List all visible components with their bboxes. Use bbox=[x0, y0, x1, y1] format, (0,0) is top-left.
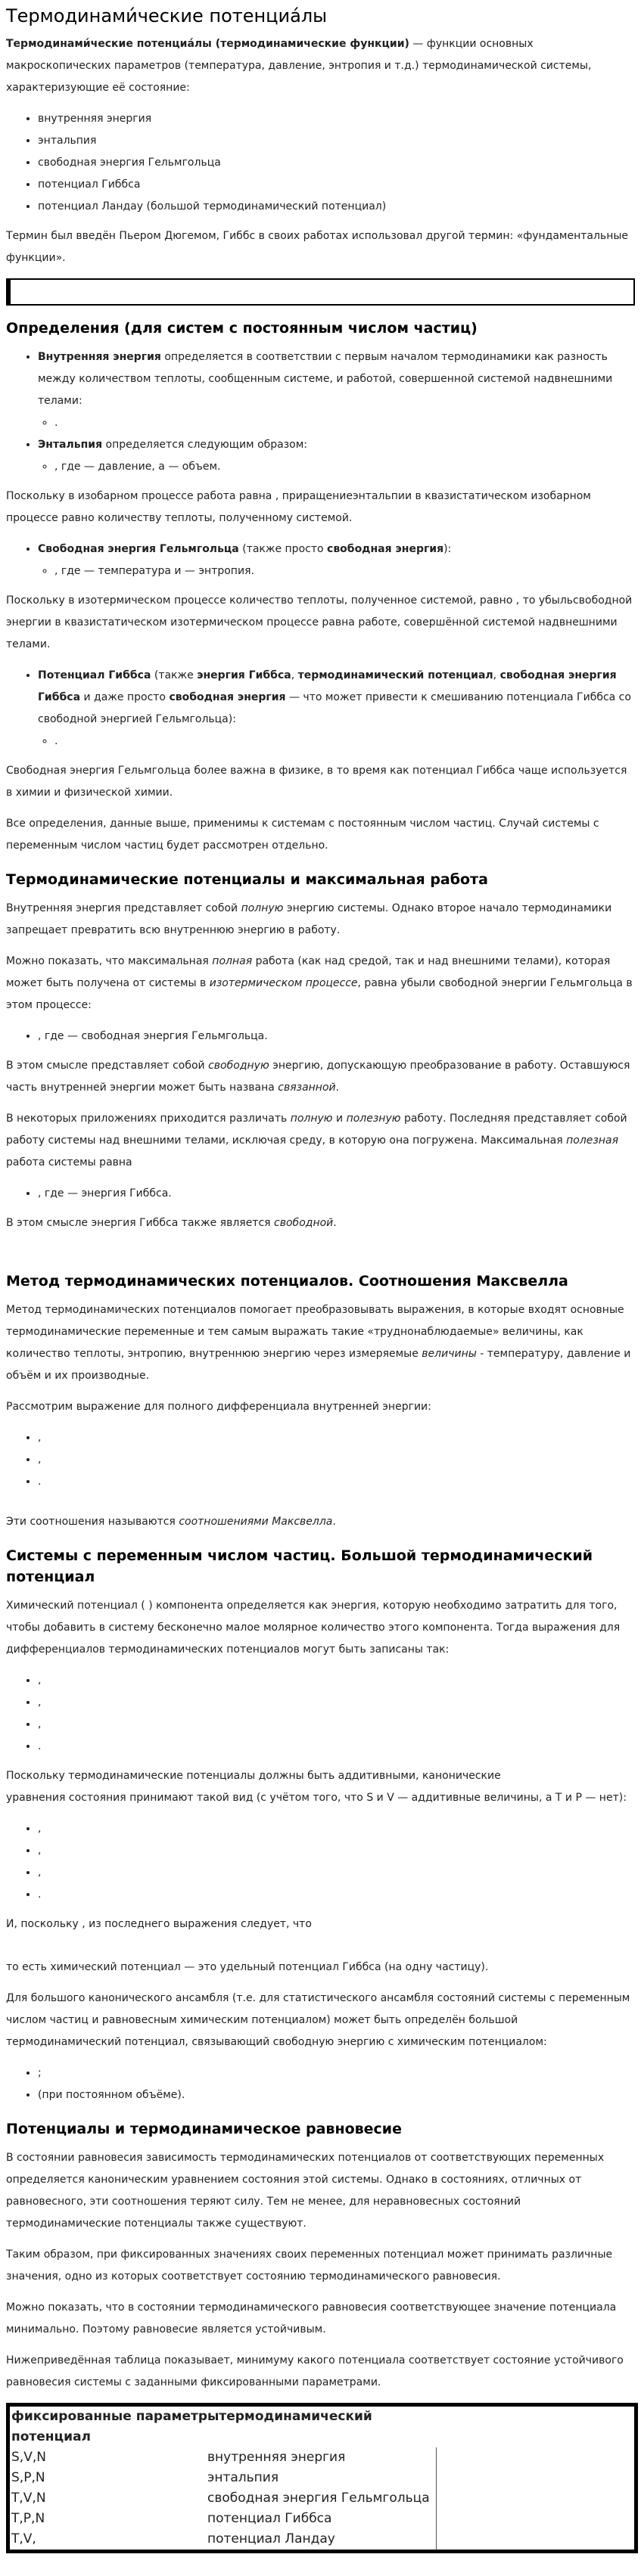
formula-item: • . bbox=[38, 1884, 635, 1906]
formula-item: • , bbox=[38, 1862, 635, 1884]
section-heading-equilibrium: Потенциалы и термодинамическое равновесие bbox=[6, 2121, 403, 2137]
definitions-list bbox=[6, 538, 635, 582]
list-item: • Внутренняя энергия определяется в соответствии с первым началом термодинамики как разность между количеством теплоты, сообщенным системе, и работой, совершенной системой надвнешними телами: ◦ . bbox=[38, 346, 635, 434]
formula-item: ◦ . bbox=[54, 731, 635, 753]
empty-frame bbox=[6, 278, 635, 306]
definitions-list bbox=[6, 346, 635, 478]
formula-list bbox=[6, 1427, 635, 1493]
paragraph: Рассмотрим выражение для полного дифференциала внутренней энергии: bbox=[6, 1401, 431, 1413]
table-cell bbox=[437, 2509, 635, 2529]
table-cell bbox=[437, 2529, 635, 2550]
table-cell: T,P,N bbox=[11, 2511, 45, 2526]
table-cell: S,V,N bbox=[11, 2450, 46, 2465]
formula-item: ◦ . bbox=[54, 412, 635, 434]
formula-item: ◦ , где — давление, а — объем. bbox=[54, 456, 635, 478]
table-row bbox=[10, 2529, 634, 2550]
definitions-list bbox=[6, 665, 635, 753]
paragraph: Поскольку термодинамические потенциалы должны быть аддитивными, канонические bbox=[6, 1770, 501, 1782]
formula-item: • , где — энергия Гиббса. bbox=[38, 1183, 635, 1205]
formula-item: • , bbox=[38, 1449, 635, 1471]
intro-paragraph: Термодинами́ческие потенциа́лы (термодинамические функции) — функции основных макроскопических параметров (температура, давление, энтропия и т.д.) термодинамической системы, характеризующие её состояние: bbox=[6, 38, 592, 94]
column-header bbox=[437, 2407, 635, 2447]
formula-list bbox=[6, 1670, 635, 1758]
formula-item: • , bbox=[38, 1840, 635, 1862]
formula-item: • (при постоянном объёме). bbox=[38, 2084, 635, 2106]
paragraph: Химический потенциал ( ) компонента определяется как энергия, которую необходимо затратить для того, чтобы добавить в систему бесконечно малое молярное количество этого компонента. Тогда выражения для дифференциалов термодинамических потенциалов могут быть записаны так: bbox=[6, 1600, 621, 1656]
paragraph: Все определения, данные выше, применимы к системам с постоянным числом частиц. Случай системы с переменным числом частиц будет рассмотрен отдельно. bbox=[6, 818, 599, 852]
table-cell: T,V, bbox=[11, 2531, 36, 2547]
list-item: • потенциал Ландау (большой термодинамический потенциал) bbox=[38, 196, 635, 218]
section-heading-variable-particles: Системы с переменным числом частиц. Большой термодинамический потенциал bbox=[6, 1547, 593, 1585]
paragraph: Метод термодинамических потенциалов помогает преобразовывать выражения, в которые входят основные термодинамические переменные и тем самым выражать такие «труднонаблюдаемые» величины, как количество теплоты, энтропию, внутреннюю энергию через измеряемые величины - температуру, давление и объём и их производные. bbox=[6, 1304, 631, 1382]
term-bold: Термодинами́ческие потенциа́лы (термодинамические функции) bbox=[6, 38, 409, 50]
formula-item: • , bbox=[38, 1818, 635, 1840]
list-item: • внутренняя энергия bbox=[38, 108, 635, 130]
paragraph: Поскольку в изобарном процессе работа равна , приращениеэнтальпии в квазистатическом изобарном процессе равно количеству теплоты, полученному системой. bbox=[6, 490, 591, 524]
paragraph: Эти соотношения называются соотношениями Максвелла. bbox=[6, 1516, 336, 1528]
formula-item: • , где — свободная энергия Гельмгольца. bbox=[38, 1026, 635, 1047]
table-row bbox=[10, 2447, 634, 2468]
section-heading-method: Метод термодинамических потенциалов. Соотношения Максвелла bbox=[6, 1273, 568, 1290]
table-cell: свободная энергия Гельмгольца bbox=[206, 2488, 437, 2509]
paragraph: В этом смысле энергия Гиббса также является свободной. bbox=[6, 1217, 337, 1229]
table-header-row bbox=[10, 2407, 634, 2447]
formula-list bbox=[6, 1026, 635, 1047]
paragraph: Свободная энергия Гельмгольца более важна в физике, в то время как потенциал Гиббса чаще используется в химии и физической химии. bbox=[6, 765, 627, 799]
formula-item: • ; bbox=[38, 2062, 635, 2084]
formula-item: ◦ , где — температура и — энтропия. bbox=[54, 560, 635, 582]
page-title: Термодинами́ческие потенциа́лы bbox=[6, 5, 328, 26]
paragraph: уравнения состояния принимают такой вид (с учётом того, что S и V — аддитивные величины, а T и P — нет): bbox=[6, 1792, 627, 1804]
table-cell: потенциал Гиббса bbox=[206, 2509, 437, 2529]
paragraph: Нижеприведённая таблица показывает, минимуму какого потенциала соответствует состояние устойчивого равновесия системы с заданными фиксированными параметрами. bbox=[6, 2354, 624, 2388]
formula-item: • , bbox=[38, 1670, 635, 1692]
paragraph: Для большого канонического ансамбля (т.е. для статистического ансамбля состояний системы с переменным числом частиц и равновесным химическим потенциалом) может быть определён большой термодинамический потенциал, связывающий свободную энергию с химическим потенциалом: bbox=[6, 1992, 630, 2048]
paragraph: В состоянии равновесия зависимость термодинамических потенциалов от соответствующих переменных определяется каноническим уравнением состояния этой системы. Однако в состояниях, отличных от равновесного, эти соотношения теряют силу. Тем не менее, для неравновесных состояний термодинамические потенциалы также существуют. bbox=[6, 2152, 605, 2230]
formula-list bbox=[6, 2062, 635, 2106]
table-cell bbox=[437, 2468, 635, 2488]
formula-item: • . bbox=[38, 1736, 635, 1758]
section-heading-max-work: Термодинамические потенциалы и максимальная работа bbox=[6, 871, 488, 888]
table-row bbox=[10, 2509, 634, 2529]
table-cell: внутренняя энергия bbox=[206, 2447, 437, 2468]
table-cell bbox=[437, 2488, 635, 2509]
paragraph: то есть химический потенциал — это удельный потенциал Гиббса (на одну частицу). bbox=[6, 1961, 489, 1973]
paragraph: И, поскольку , из последнего выражения следует, что bbox=[6, 1918, 312, 1930]
table-cell: энтальпия bbox=[206, 2468, 437, 2488]
formula-list bbox=[6, 1183, 635, 1205]
list-item: • Энтальпия определяется следующим образом: ◦ , где — давление, а — объем. bbox=[38, 434, 635, 478]
table-cell: T,V,N bbox=[11, 2491, 46, 2506]
table-cell bbox=[437, 2447, 635, 2468]
formula-item: • . bbox=[38, 1471, 635, 1493]
paragraph: Можно показать, что максимальная полная работа (как над средой, так и над внешними телами), которая может быть получена от системы в изотермическом процессе, равна убыли свободной энергии Гельмгольца в этом процессе: bbox=[6, 955, 633, 1011]
potentials-list bbox=[6, 108, 635, 218]
list-item: • свободная энергия Гельмгольца bbox=[38, 152, 635, 174]
table-row bbox=[10, 2488, 634, 2509]
paragraph: В этом смысле представляет собой свободную энергию, допускающую преобразование в работу. Оставшуюся часть внутренней энергии может быть названа связанной. bbox=[6, 1060, 630, 1094]
formula-item: • , bbox=[38, 1714, 635, 1736]
formula-list bbox=[6, 1818, 635, 1906]
table-cell: S,P,N bbox=[11, 2470, 45, 2485]
intro-term-origin: Термин был введён Пьером Дюгемом, Гиббс в своих работах использовал другой термин: «фундаментальные функции». bbox=[6, 230, 629, 264]
paragraph: Таким образом, при фиксированных значениях своих переменных потенциал может принимать различные значения, одно из которых соответствует состоянию термодинамического равновесия. bbox=[6, 2249, 613, 2283]
paragraph: Можно показать, что в состоянии термодинамического равновесия соответствующее значение потенциала минимально. Поэтому равновесие является устойчивым. bbox=[6, 2301, 617, 2335]
paragraph: В некоторых приложениях приходится различать полную и полезную работу. Последняя представляет собой работу системы над внешними телами, исключая среду, в которую она погружена. Максимальная полезная работа системы равна bbox=[6, 1113, 627, 1169]
list-item: • потенциал Гиббса bbox=[38, 174, 635, 196]
formula-item: • , bbox=[38, 1427, 635, 1449]
column-header: фиксированные параметрытермодинамический потенциал bbox=[11, 2409, 372, 2444]
list-item: • Потенциал Гиббса (также энергия Гиббса, термодинамический потенциал, свободная энергия Гиббса и даже просто свободная энергия — что может привести к смешиванию потенциала Гиббса со свободной энергией Гельмгольца): ◦ . bbox=[38, 665, 635, 753]
table-cell: потенциал Ландау bbox=[206, 2529, 437, 2550]
paragraph: Поскольку в изотермическом процессе количество теплоты, полученное системой, равно , то убыльсвободной энергии в квазистатическом изотермическом процессе равна работе, совершённой системой надвнешними телами. bbox=[6, 594, 633, 650]
paragraph: Внутренняя энергия представляет собой полную энергию системы. Однако второе начало термодинамики запрещает превратить всю внутреннюю энергию в работу. bbox=[6, 902, 612, 936]
list-item: • Свободная энергия Гельмгольца (также просто свободная энергия): ◦ , где — температура и — энтропия. bbox=[38, 538, 635, 582]
section-heading-definitions: Определения (для систем с постоянным числом частиц) bbox=[6, 320, 478, 337]
table-row bbox=[10, 2468, 634, 2488]
list-item: • энтальпия bbox=[38, 130, 635, 152]
equilibrium-table bbox=[6, 2403, 638, 2553]
formula-item: • , bbox=[38, 1692, 635, 1714]
